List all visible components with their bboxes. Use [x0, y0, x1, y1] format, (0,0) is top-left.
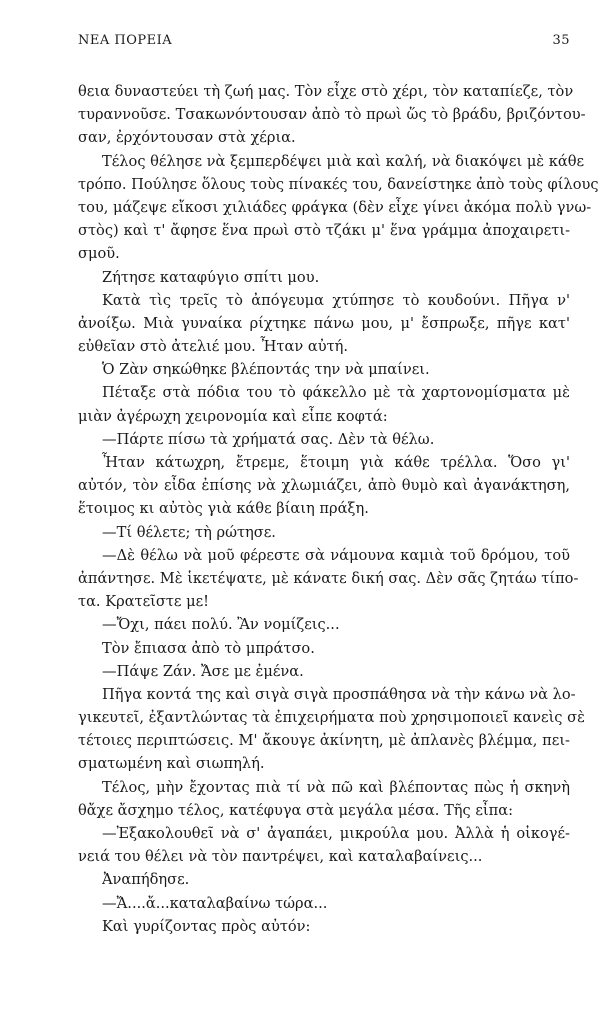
text-line: τρόπο. Πούλησε ὅλους τοὺς πίνακές του, δανείστηκε ἀπὸ τοὺς φίλους [78, 175, 599, 193]
running-head: ΝΕΑ ΠΟΡΕΙΑ [78, 33, 173, 48]
text-line: θἄχε ἄσχημο τέλος, κατέφυγα στὰ μεγάλα μέσα. Τῆς εἶπα: [78, 801, 514, 819]
text-line: σαν, ἐρχόντουσαν στὰ χέρια. [78, 129, 296, 147]
text-line: Ἦταν κάτωχρη, ἔτρεμε, ἕτοιμη γιὰ κάθε τρέλλα. Ὅσο γι' [102, 454, 570, 471]
text-line: Τέλος θέλησε νὰ ξεμπερδέψει μιὰ καὶ καλή, νὰ διακόψει μὲ κάθε [102, 152, 585, 170]
text-line: —Πάρτε πίσω τὰ χρήματά σας. Δὲν τὰ θέλω. [102, 430, 435, 448]
text-line: —Ἐξακολουθεῖ νὰ σ' ἀγαπάει, μικρούλα μου. Ἀλλὰ ἡ οἰκογέ- [102, 825, 570, 842]
text-line: —Τί θέλετε; τὴ ρώτησε. [102, 523, 276, 541]
text-line: Ζήτησε καταφύγιο σπίτι μου. [102, 268, 320, 286]
text-line: ἕτοιμος κι αὐτὸς γιὰ κάθε βίαιη πράξη. [78, 500, 369, 518]
text-line: γικευτεῖ, ἐξαντλώντας τὰ ἐπιχειρήματα ποὺ χρησιμοποιεῖ κανεὶς σὲ [78, 709, 585, 727]
text-line: νειά του θέλει νὰ τὸν παντρέψει, καὶ καταλαβαίνεις... [78, 848, 483, 866]
text-line: Καὶ γυρίζοντας πρὸς αὐτόν: [102, 917, 311, 935]
text-line: σμοῦ. [78, 245, 120, 263]
text-line: αὐτόν, τὸν εἶδα ἐπίσης νὰ χλωμιάζει, ἀπὸ θυμὸ καὶ ἀγανάκτηση, [78, 477, 570, 495]
text-line: Ἀναπήδησε. [102, 871, 190, 889]
text-line: —Πάψε Ζάν. Ἄσε με ἐμένα. [102, 662, 304, 680]
page-number: 35 [552, 33, 570, 48]
text-line: Κατὰ τὶς τρεῖς τὸ ἀπόγευμα χτύπησε τὸ κουδούνι. Πῆγα ν' [102, 291, 570, 309]
text-line: Τέλος, μὴν ἔχοντας πιὰ τί νὰ πῶ καὶ βλέποντας πὼς ἡ σκηνὴ [102, 778, 570, 796]
text-line: Πέταξε στὰ πόδια του τὸ φάκελλο μὲ τὰ χαρτονομίσματα μὲ [102, 384, 570, 402]
text-line: Τὸν ἔπιασα ἀπὸ τὸ μπράτσο. [102, 639, 315, 657]
text-line: —Ὄχι, πάει πολύ. Ἂν νομίζεις... [102, 616, 340, 634]
text-line: τα. Κρατεῖστε με! [78, 593, 210, 611]
body-text [78, 80, 599, 938]
text-line: Πῆγα κοντά της καὶ σιγὰ σιγὰ προσπάθησα νὰ τὴν κάνω νὰ λο- [102, 685, 576, 703]
text-line: ἀπάντησε. Μὲ ἱκετέψατε, μὲ κάνατε δική σας. Δὲν σᾶς ζητάω τίπο- [78, 569, 579, 587]
page-header [78, 33, 570, 53]
text-line: σματωμένη καὶ σιωπηλή. [78, 755, 265, 773]
text-line: ἀνοίξω. Μιὰ γυναίκα ρίχτηκε πάνω μου, μ' ἔσπρωξε, πῆγε κατ' [78, 314, 570, 332]
text-line: εὐθεῖαν στὸ ἀτελιέ μου. Ἦταν αὐτή. [78, 338, 349, 356]
text-line: στὸς) καὶ τ' ἄφησε ἕνα πρωὶ στὸ τζάκι μ' ἕνα γράμμα ἀποχαιρετι- [78, 222, 570, 240]
text-line: —Ἄ....ἄ...καταλαβαίνω τώρα... [102, 894, 328, 912]
text-line: τυραννοῦσε. Τσακωνόντουσαν ἀπὸ τὸ πρωὶ ὥς τὸ βράδυ, βριζόντου- [78, 106, 586, 124]
text-line: —Δὲ θέλω νὰ μοῦ φέρεστε σὰ νάμουνα καμιὰ τοῦ δρόμου, τοῦ [102, 546, 570, 564]
text-line: Ὁ Ζὰν σηκώθηκε βλέποντάς την νὰ μπαίνει. [102, 361, 430, 379]
text-line: του, μάζεψε εἴκοσι χιλιάδες φράγκα (δὲν εἶχε γίνει ἀκόμα πολὺ γνω- [78, 198, 592, 216]
text-line: τέτοιες περιπτώσεις. Μ' ἄκουγε ἀκίνητη, μὲ ἀπλανὲς βλέμμα, πει- [78, 732, 570, 750]
text-line: θεια δυναστεύει τὴ ζωή μας. Τὸν εἶχε στὸ χέρι, τὸν καταπίεζε, τὸν [78, 83, 574, 100]
text-line: μιὰν ἀγέρωχη χειρονομία καὶ εἶπε κοφτά: [78, 407, 388, 425]
